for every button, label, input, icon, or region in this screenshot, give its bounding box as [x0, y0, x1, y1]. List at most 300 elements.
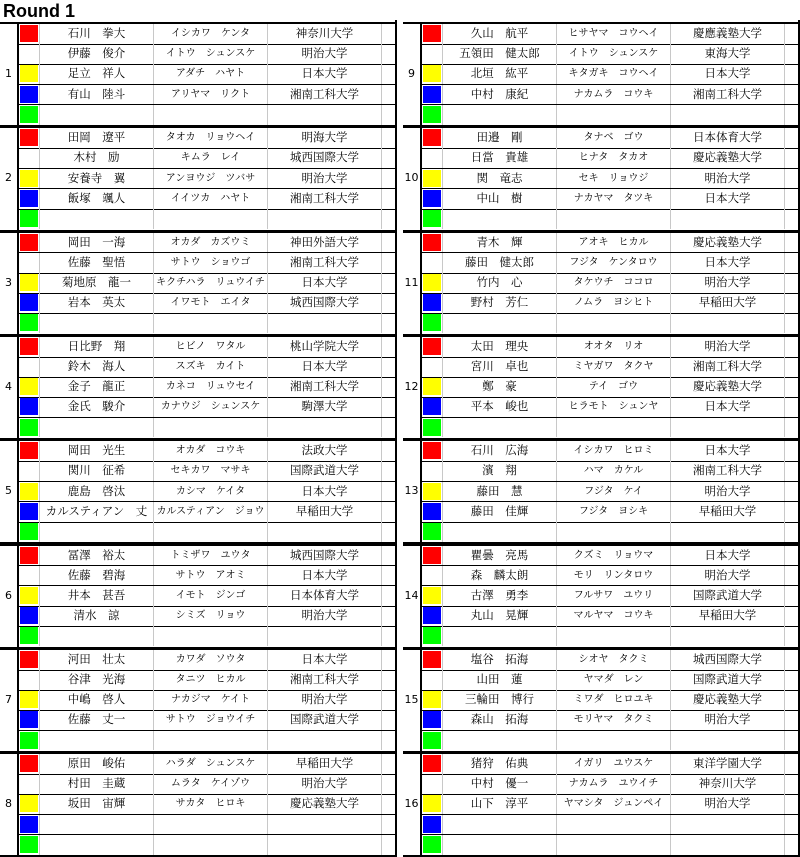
red-slot-swatch	[20, 234, 38, 251]
yellow-slot-swatch	[423, 691, 441, 708]
player-kana: オオタ リオ	[556, 337, 670, 357]
player-kana	[556, 626, 670, 646]
white-slot-swatch	[20, 149, 38, 166]
player-university: 慶応義塾大学	[670, 690, 784, 710]
group-3	[0, 231, 397, 336]
player-name: 青木 輝	[442, 233, 556, 253]
player-university: 東洋学園大学	[670, 754, 784, 774]
player-university: 慶応義塾大学	[670, 377, 784, 397]
player-kana: キタガキ コウヘイ	[556, 64, 670, 84]
result-cell	[381, 357, 399, 377]
player-university	[670, 313, 784, 333]
white-slot-swatch	[20, 45, 38, 62]
group-number: 8	[5, 797, 12, 811]
player-name: 宮川 卓也	[442, 357, 556, 377]
player-name: 中村 優一	[442, 774, 556, 794]
result-cell	[784, 253, 800, 273]
result-cell	[784, 418, 800, 438]
player-university: 慶応義塾大学	[267, 794, 381, 814]
result-cell	[381, 566, 399, 586]
player-university: 明治大学	[670, 482, 784, 502]
player-university: 日本体育大学	[670, 128, 784, 148]
group-2	[0, 126, 397, 231]
result-cell	[381, 690, 399, 710]
red-slot-swatch	[20, 651, 38, 668]
group-12	[403, 335, 800, 440]
player-name	[39, 815, 153, 835]
white-slot-swatch	[20, 671, 38, 688]
group-11	[403, 231, 800, 336]
white-slot-swatch	[423, 671, 441, 688]
player-university: 東海大学	[670, 44, 784, 64]
result-cell	[381, 522, 399, 542]
player-kana	[556, 418, 670, 438]
player-row	[19, 233, 397, 254]
player-name: 伊藤 俊介	[39, 44, 153, 64]
result-cell	[381, 754, 399, 774]
player-row	[19, 313, 397, 334]
player-kana: モリヤマ タクミ	[556, 710, 670, 730]
group-13	[403, 439, 800, 544]
player-row	[422, 606, 800, 627]
white-slot-swatch	[423, 775, 441, 792]
player-name: 村田 圭蔵	[39, 774, 153, 794]
player-name: 古澤 勇李	[442, 586, 556, 606]
result-cell	[784, 461, 800, 481]
player-name: 原田 峻佑	[39, 754, 153, 774]
red-slot-swatch	[423, 651, 441, 668]
result-cell	[784, 690, 800, 710]
blue-slot-swatch	[423, 503, 441, 520]
group-number: 15	[404, 692, 419, 706]
player-kana: ヒサヤマ コウヘイ	[556, 24, 670, 44]
player-row	[19, 169, 397, 190]
player-name: 坂田 宙輝	[39, 794, 153, 814]
player-kana	[153, 418, 267, 438]
player-row	[422, 461, 800, 482]
yellow-slot-swatch	[423, 483, 441, 500]
green-slot-swatch	[20, 523, 38, 540]
group-number: 1	[5, 67, 12, 80]
player-kana	[153, 209, 267, 229]
result-cell	[784, 148, 800, 168]
player-kana: モリ リンタロウ	[556, 566, 670, 586]
player-row	[422, 418, 800, 439]
player-kana: カナウジ シュンスケ	[153, 397, 267, 417]
player-kana: ミヤガワ タクヤ	[556, 357, 670, 377]
player-name: 金氏 駿介	[39, 397, 153, 417]
player-kana: イモト ジンゴ	[153, 586, 267, 606]
player-row	[19, 128, 397, 149]
player-kana: カルスティアン ジョウ	[153, 502, 267, 522]
player-kana: キムラ レイ	[153, 148, 267, 168]
result-cell	[784, 754, 800, 774]
player-name: 中村 康紀	[442, 85, 556, 105]
player-university: 国際武道大学	[670, 586, 784, 606]
player-row	[19, 85, 397, 106]
player-name: 森 麟太朗	[442, 566, 556, 586]
player-row	[19, 148, 397, 169]
result-cell	[381, 815, 399, 835]
player-university	[670, 105, 784, 125]
player-university: 日本大学	[267, 64, 381, 84]
player-university: 早稲田大学	[670, 502, 784, 522]
player-kana: イトウ シュンスケ	[556, 44, 670, 64]
red-slot-swatch	[20, 755, 38, 772]
player-kana: スズキ カイト	[153, 357, 267, 377]
player-name: 安養寺 翼	[39, 169, 153, 189]
player-name: 佐藤 碧海	[39, 566, 153, 586]
result-cell	[381, 502, 399, 522]
player-university: 桃山学院大学	[267, 337, 381, 357]
player-kana: サトウ アオミ	[153, 566, 267, 586]
blue-slot-swatch	[20, 503, 38, 520]
player-name: 有山 陸斗	[39, 85, 153, 105]
player-kana	[556, 313, 670, 333]
result-cell	[381, 794, 399, 814]
player-kana: ヒナタ タカオ	[556, 148, 670, 168]
player-kana	[153, 626, 267, 646]
player-university: 日本体育大学	[267, 586, 381, 606]
white-slot-swatch	[20, 254, 38, 271]
yellow-slot-swatch	[423, 795, 441, 812]
yellow-slot-swatch	[20, 795, 38, 812]
red-slot-swatch	[423, 25, 441, 42]
player-university: 慶応義塾大学	[670, 233, 784, 253]
green-slot-swatch	[423, 314, 441, 331]
white-slot-swatch	[423, 45, 441, 62]
player-university: 日本大学	[670, 253, 784, 273]
player-row	[19, 731, 397, 752]
white-slot-swatch	[423, 567, 441, 584]
player-name	[39, 731, 153, 751]
result-cell	[784, 566, 800, 586]
player-kana: サトウ ジョウイチ	[153, 710, 267, 730]
player-row	[19, 794, 397, 815]
result-cell	[381, 273, 399, 293]
player-row	[19, 815, 397, 836]
player-row	[19, 64, 397, 85]
group-number: 5	[5, 484, 12, 498]
player-kana: イイツカ ハヤト	[153, 189, 267, 209]
player-kana: ナカジマ ケイト	[153, 690, 267, 710]
player-kana	[556, 522, 670, 542]
player-kana: シオヤ タクミ	[556, 650, 670, 670]
player-name: カルスティアン 丈	[39, 502, 153, 522]
player-university	[267, 313, 381, 333]
player-name	[442, 522, 556, 542]
player-name	[442, 626, 556, 646]
player-kana: イガリ ユウスケ	[556, 754, 670, 774]
player-kana: ヒビノ ワタル	[153, 337, 267, 357]
yellow-slot-swatch	[20, 170, 38, 187]
green-slot-swatch	[20, 210, 38, 227]
player-row	[422, 233, 800, 254]
result-cell	[784, 794, 800, 814]
white-slot-swatch	[20, 358, 38, 375]
player-row	[422, 626, 800, 647]
player-row	[422, 253, 800, 274]
player-row	[422, 273, 800, 294]
player-name	[39, 209, 153, 229]
player-kana: カネコ リュウセイ	[153, 377, 267, 397]
green-slot-swatch	[20, 419, 38, 436]
player-university: 明治大学	[670, 794, 784, 814]
player-name	[39, 835, 153, 855]
yellow-slot-swatch	[20, 587, 38, 604]
result-cell	[784, 85, 800, 105]
player-name: 飯塚 颯人	[39, 189, 153, 209]
blue-slot-swatch	[423, 711, 441, 728]
player-kana: カシマ ケイタ	[153, 482, 267, 502]
white-slot-swatch	[423, 358, 441, 375]
result-cell	[784, 502, 800, 522]
player-name: 藤田 佳輝	[442, 502, 556, 522]
player-row	[422, 815, 800, 836]
result-cell	[381, 586, 399, 606]
player-university: 早稲田大学	[267, 754, 381, 774]
player-university: 湘南工科大学	[267, 189, 381, 209]
player-kana	[556, 731, 670, 751]
player-row	[422, 441, 800, 462]
player-kana	[556, 835, 670, 855]
group-14	[403, 544, 800, 649]
green-slot-swatch	[20, 732, 38, 749]
white-slot-swatch	[20, 567, 38, 584]
result-cell	[381, 105, 399, 125]
white-slot-swatch	[423, 462, 441, 479]
green-slot-swatch	[423, 210, 441, 227]
player-kana: ナカムラ コウキ	[556, 85, 670, 105]
player-name: 岩本 英太	[39, 293, 153, 313]
player-university: 日本大学	[267, 273, 381, 293]
group-15	[403, 648, 800, 753]
player-kana: キクチハラ リュウイチ	[153, 273, 267, 293]
result-cell	[381, 546, 399, 566]
result-cell	[784, 650, 800, 670]
blue-slot-swatch	[20, 398, 38, 415]
player-kana: フジタ ケンタロウ	[556, 253, 670, 273]
player-university	[670, 626, 784, 646]
result-cell	[381, 253, 399, 273]
player-row	[422, 835, 800, 856]
player-row	[19, 502, 397, 523]
player-name	[39, 626, 153, 646]
player-name: 鈴木 海人	[39, 357, 153, 377]
player-row	[19, 24, 397, 45]
result-cell	[381, 774, 399, 794]
result-cell	[784, 377, 800, 397]
player-name: 鹿島 啓汰	[39, 482, 153, 502]
blue-slot-swatch	[20, 190, 38, 207]
player-university: 駒澤大学	[267, 397, 381, 417]
player-university: 明治大学	[267, 690, 381, 710]
player-kana: マルヤマ コウキ	[556, 606, 670, 626]
player-name: 冨澤 裕太	[39, 546, 153, 566]
player-university	[670, 522, 784, 542]
group-number: 4	[5, 379, 12, 393]
player-university: 日本大学	[267, 357, 381, 377]
player-university: 日本大学	[267, 482, 381, 502]
player-kana: タケウチ ココロ	[556, 273, 670, 293]
player-kana	[556, 209, 670, 229]
result-cell	[784, 105, 800, 125]
result-cell	[784, 209, 800, 229]
player-kana	[153, 313, 267, 333]
player-name: 野村 芳仁	[442, 293, 556, 313]
blue-slot-swatch	[423, 294, 441, 311]
player-name: 竹内 心	[442, 273, 556, 293]
blue-slot-swatch	[20, 294, 38, 311]
player-row	[19, 774, 397, 795]
player-university	[670, 418, 784, 438]
red-slot-swatch	[20, 547, 38, 564]
player-name	[39, 313, 153, 333]
player-name: 藤田 慧	[442, 482, 556, 502]
blue-slot-swatch	[423, 398, 441, 415]
player-row	[422, 169, 800, 190]
player-row	[422, 566, 800, 587]
result-cell	[381, 293, 399, 313]
player-row	[19, 710, 397, 731]
player-row	[19, 189, 397, 210]
player-university: 城西国際大学	[670, 650, 784, 670]
player-row	[19, 293, 397, 314]
player-row	[422, 44, 800, 65]
result-cell	[381, 189, 399, 209]
player-row	[19, 626, 397, 647]
player-university	[267, 209, 381, 229]
player-university: 城西国際大学	[267, 293, 381, 313]
result-cell	[784, 815, 800, 835]
player-name: 森山 拓海	[442, 710, 556, 730]
player-kana	[556, 815, 670, 835]
result-cell	[784, 774, 800, 794]
green-slot-swatch	[423, 523, 441, 540]
player-row	[422, 546, 800, 567]
player-row	[422, 105, 800, 126]
yellow-slot-swatch	[20, 274, 38, 291]
group-1	[0, 22, 397, 127]
player-university: 国際武道大学	[267, 461, 381, 481]
green-slot-swatch	[20, 314, 38, 331]
player-row	[422, 670, 800, 691]
player-name: 菊地原 龍一	[39, 273, 153, 293]
player-row	[19, 835, 397, 856]
player-row	[422, 502, 800, 523]
result-cell	[381, 313, 399, 333]
result-cell	[381, 626, 399, 646]
player-kana: アンヨウジ ツバサ	[153, 169, 267, 189]
result-cell	[381, 418, 399, 438]
player-university: 城西国際大学	[267, 546, 381, 566]
player-name: 石川 広海	[442, 441, 556, 461]
result-cell	[784, 273, 800, 293]
player-row	[19, 44, 397, 65]
player-kana: テイ ゴウ	[556, 377, 670, 397]
white-slot-swatch	[423, 254, 441, 271]
group-number: 2	[5, 171, 12, 185]
blue-slot-swatch	[20, 86, 38, 103]
player-kana: タオカ リョウヘイ	[153, 128, 267, 148]
player-university: 明海大学	[267, 128, 381, 148]
player-university: 明治大学	[267, 606, 381, 626]
player-university: 明治大学	[670, 337, 784, 357]
result-cell	[381, 731, 399, 751]
red-slot-swatch	[423, 442, 441, 459]
player-row	[19, 690, 397, 711]
player-university: 明治大学	[670, 169, 784, 189]
player-name	[39, 522, 153, 542]
group-4	[0, 335, 397, 440]
group-number: 13	[404, 484, 419, 498]
player-name: 佐藤 聖悟	[39, 253, 153, 273]
blue-slot-swatch	[20, 711, 38, 728]
player-kana: イワモト エイタ	[153, 293, 267, 313]
player-row	[19, 397, 397, 418]
result-cell	[784, 44, 800, 64]
player-row	[422, 397, 800, 418]
player-row	[422, 128, 800, 149]
player-row	[422, 690, 800, 711]
red-slot-swatch	[20, 25, 38, 42]
player-row	[19, 273, 397, 294]
blue-slot-swatch	[423, 86, 441, 103]
result-cell	[381, 64, 399, 84]
player-name: 河田 壮太	[39, 650, 153, 670]
player-row	[19, 253, 397, 274]
player-university: 明治大学	[267, 169, 381, 189]
player-name	[442, 835, 556, 855]
player-university: 神田外語大学	[267, 233, 381, 253]
result-cell	[784, 441, 800, 461]
player-university: 湘南工科大学	[670, 85, 784, 105]
blue-slot-swatch	[20, 607, 38, 624]
player-name: 岡田 光生	[39, 441, 153, 461]
player-university: 法政大学	[267, 441, 381, 461]
blue-slot-swatch	[20, 816, 38, 833]
result-cell	[381, 835, 399, 855]
player-name: 塩谷 拓海	[442, 650, 556, 670]
player-university	[670, 815, 784, 835]
yellow-slot-swatch	[20, 483, 38, 500]
player-row	[422, 482, 800, 503]
player-row	[19, 357, 397, 378]
player-row	[422, 774, 800, 795]
player-university: 慶応義塾大学	[670, 148, 784, 168]
player-row	[422, 85, 800, 106]
result-cell	[784, 546, 800, 566]
result-cell	[381, 233, 399, 253]
player-university	[267, 835, 381, 855]
player-university: 日本大学	[670, 441, 784, 461]
player-kana: ミワダ ヒロユキ	[556, 690, 670, 710]
result-cell	[381, 461, 399, 481]
player-kana: カワダ ソウタ	[153, 650, 267, 670]
player-kana: ナカヤマ タツキ	[556, 189, 670, 209]
player-row	[19, 482, 397, 503]
player-name: 中山 樹	[442, 189, 556, 209]
page-title: Round 1	[3, 1, 75, 21]
player-kana: フジタ ケイ	[556, 482, 670, 502]
result-cell	[381, 606, 399, 626]
white-slot-swatch	[20, 775, 38, 792]
player-university: 湘南工科大学	[267, 253, 381, 273]
player-name: 関川 征希	[39, 461, 153, 481]
player-row	[422, 148, 800, 169]
player-kana: フジタ ヨシキ	[556, 502, 670, 522]
yellow-slot-swatch	[20, 378, 38, 395]
